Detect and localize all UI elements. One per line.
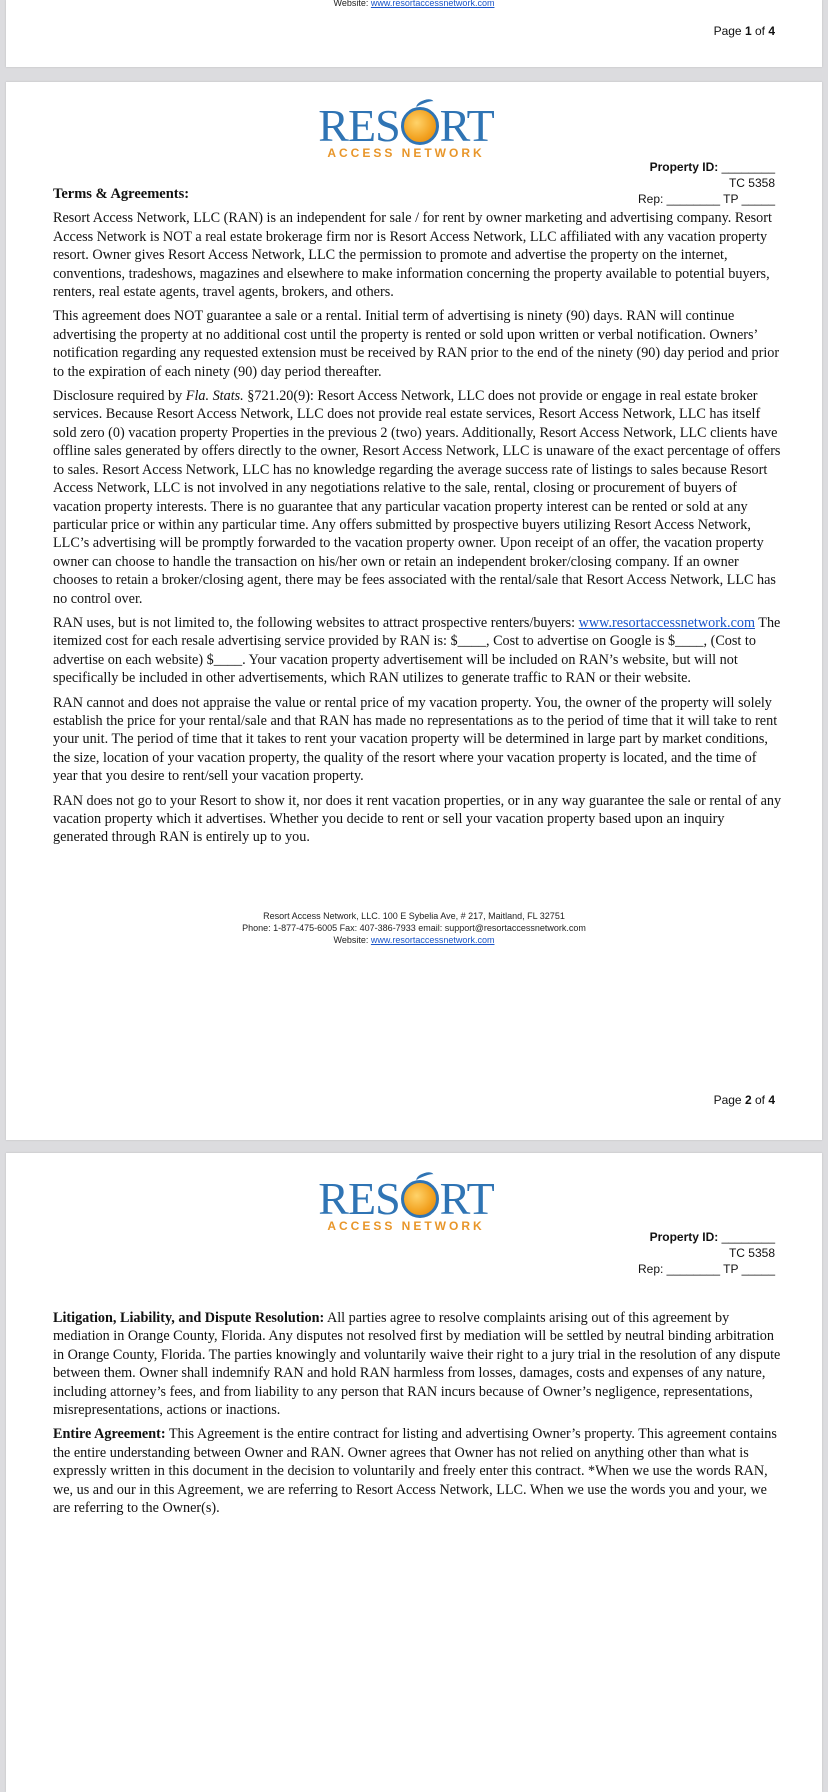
page-number: Page 2 of 4 bbox=[713, 1093, 775, 1107]
globe-icon bbox=[401, 107, 439, 145]
property-info: Property ID: ________ TC 5358 Rep: ________ TP _____ bbox=[575, 159, 775, 207]
paragraph: Disclosure required by Fla. Stats. §721.20(9): Resort Access Network, LLC does not provide or engage in real estate broker services. Because Resort Access Network, LLC does not provide real estate services, Resort Access Network, LLC has itself sold zero (0) vacation property Properties in the previous 2 (two) years. Additionally, Resort Access Network, LLC clients have offline sales generated by offers directly to the owner, Resort Access Network, LLC is unaware of the exact percentage of offers to sales. Resort Access Network, LLC has no knowledge regarding the average success rate of listings to sales because Resort Access Network, LLC is not involved in any negotiations relative to the sale, rental, closing or procurement of buyers of vacation property interests. There is no guarantee that any particular vacation property interest can be rented or sold at any particular price or within any particular time. Any offers submitted by prospective buyers utilizing Resort Access Network, LLC’s advertising will be promptly forwarded to the vacation property owner. Upon receipt of an offer, the vacation property owner can choose to handle the transaction on his/her own or retain an independent broker/closing company. If an owner chooses to retain a broker/closing agent, there may be fees associated with the rental/sale that Resort Access Network, LLC has no control over. bbox=[53, 388, 781, 607]
litigation-title: Litigation, Liability, and Dispute Resolution: bbox=[53, 1310, 325, 1326]
footer-website-link[interactable]: www.resortaccessnetwork.com bbox=[370, 935, 495, 945]
footer-website-link[interactable]: www.resortaccessnetwork.com bbox=[370, 0, 495, 8]
page-3 bbox=[6, 1153, 822, 1792]
paragraph: Resort Access Network, LLC (RAN) is an independent for sale / for rent by owner marketing and advertising company. Resort Access Network is NOT a real estate brokerage firm nor is Resort Access Network, LLC affiliated with any vacation property resort. Owner gives Resort Access Network, LLC the permission to promote and advertise the property on the internet, conventions, tradeshows, magazines and elsewhere to make information concerning the property available to potential buyers, renters, real estate agents, travel agents, brokers, and others. bbox=[53, 210, 772, 301]
page-number: Page 1 of 4 bbox=[713, 24, 775, 38]
entire-agreement-paragraph: Entire Agreement: This Agreement is the entire contract for listing and advertising Owner’s property. This agreement contains the entire understanding between Owner and RAN. Owner agrees that Owner has not relied on anything other than what is expressly written in this document in the decision to voluntarily and freely enter this contract. *When we use the words RAN, we, us and our in this Agreement, we are referring to Resort Access Network, LLC. When we use the words you and your, we are referring to the Owner(s). bbox=[53, 1426, 777, 1517]
entire-agreement-title: Entire Agreement: bbox=[53, 1426, 166, 1443]
property-info: Property ID: ________ TC 5358 Rep: ________ TP _____ bbox=[575, 1229, 775, 1277]
company-logo: RES RT ACCESS NETWORK bbox=[318, 1173, 494, 1233]
section-heading: Terms & Agreements: bbox=[53, 186, 190, 202]
terms-section bbox=[53, 185, 783, 853]
page-footer: Resort Access Network, LLC. 100 E Sybelia Ave, # 217, Maitland, FL 32751 Phone: 1-877-475-6005 Fax: 407-386-7933 email: support@resortaccessnetwork.com Website: www.resortaccessnetwork.com bbox=[242, 911, 586, 945]
footer-website-label: Website: bbox=[333, 0, 371, 8]
paragraph: RAN does not go to your Resort to show it, nor does it rent vacation properties, or in any way guarantee the sale or rental of any vacation property which it advertises. Whether you decide to rent or sell your vacation property based upon an inquiry generated through RAN is entirely up to you. bbox=[53, 792, 782, 846]
company-logo: RES RT ACCESS NETWORK bbox=[318, 100, 494, 160]
legal-section bbox=[53, 1309, 783, 1523]
property-id-value: TC 5358 bbox=[728, 1246, 775, 1260]
page-1 bbox=[6, 0, 822, 67]
property-id-value: TC 5358 bbox=[728, 176, 775, 190]
page-2 bbox=[6, 82, 822, 1140]
website-link[interactable]: www.resortaccessnetwork.com bbox=[578, 614, 755, 631]
page-footer bbox=[6, 0, 822, 9]
paragraph: This agreement does NOT guarantee a sale or a rental. Initial term of advertising is ninety (90) days. RAN will continue advertising the property at no additional cost until the property is rented or sold upon written or verbal notification. Owners’ notification regarding any requested extension must be received by RAN prior to the end of the ninety (90) day period and prior to the expiration of each ninety (90) day period thereafter. bbox=[53, 308, 780, 380]
globe-icon bbox=[401, 1180, 439, 1218]
paragraph: RAN cannot and does not appraise the value or rental price of my vacation property. You, the owner of the property will solely establish the price for your rental/sale and that RAN has made no representations as to the period of time that it will take to rent your unit. The period of time that it takes to rent your vacation property will be determined in large part by market conditions, the size, location of your vacation property, the quality of the resort where your vacation property is located, and the time of year that you desire to rent/sell your vacation property. bbox=[53, 694, 778, 785]
paragraph: RAN uses, but is not limited to, the following websites to attract prospective renters/buyers: www.resortaccessnetwork.com The itemized cost for each resale advertising service provided by RAN is: $____, Cost to advertise on Google is $____, (Cost to advertise on each website) $____. Your vacation property advertisement will be included on RAN’s website, but will not specifically be included in other advertisements, which RAN utilizes to generate traffic to RAN or their website. bbox=[53, 614, 781, 687]
litigation-paragraph: Litigation, Liability, and Dispute Resolution: All parties agree to resolve complaints arising out of this agreement by mediation in Orange County, Florida. Any disputes not resolved first by mediation will be settled by neutral binding arbitration in Orange County, Florida. The parties knowingly and voluntarily waive their right to a jury trial in the resolution of any dispute between them. Owner shall indemnify RAN and hold RAN harmless from losses, damages, costs and expenses of any nature, including attorney’s fees, and from liability to any person that RAN incurs because of Owner’s negligence, representations, misrepresentations, actions or inactions. bbox=[53, 1310, 781, 1419]
